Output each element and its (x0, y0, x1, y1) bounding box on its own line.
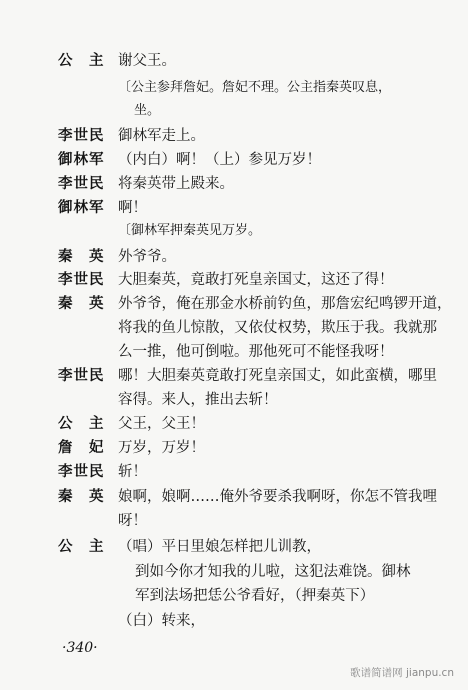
dialogue-line: 军到法场把恁公爷看好，（押秦英下） (135, 588, 375, 604)
speaker-label: 李世民 (58, 175, 105, 192)
dialogue-line: 娘啊，娘啊……俺外爷要杀我啊呀，你怎不管我哩 (118, 489, 437, 505)
speaker-label: 秦 英 (58, 248, 105, 265)
stage-direction: 坐。 (134, 103, 161, 118)
speaker-label: 公 主 (58, 538, 105, 555)
dialogue-line: 万岁，万岁！ (118, 440, 205, 456)
speaker-label: 御林军 (58, 151, 105, 168)
dialogue-line: 到如今你才知我的儿啦，这犯法难饶。御林 (135, 564, 411, 580)
stage-direction: 〔公主参拜詹妃。詹妃不理。公主指秦英叹息， (118, 80, 392, 95)
speaker-label: 李世民 (58, 271, 105, 288)
speaker-label: 秦 英 (58, 295, 105, 312)
dialogue-line: 外爷爷。 (118, 249, 176, 265)
dialogue-line: 御林军走上。 (118, 128, 205, 144)
speaker-label: 李世民 (58, 127, 105, 144)
dialogue-line: 斩！ (118, 464, 147, 480)
speaker-label: 公 主 (58, 415, 105, 432)
dialogue-line: 谢父王。 (118, 53, 176, 69)
dialogue-line: 么一推，他可倒啦。那他死可不能怪我呀！ (118, 344, 394, 360)
speaker-label: 李世民 (58, 367, 105, 384)
dialogue-line: （内白）啊！（上）参见万岁！ (118, 152, 321, 168)
dialogue-line: 大胆秦英，竟敢打死皇亲国丈，这还了得！ (118, 272, 394, 288)
dialogue-line: 哪！大胆秦英竟敢打死皇亲国丈，如此蛮横，哪里 (118, 368, 437, 384)
dialogue-line: （白）转来， (118, 613, 205, 629)
dialogue-line: 容得。来人，推出去斩！ (118, 392, 278, 408)
speaker-label: 御林军 (58, 199, 105, 216)
speaker-label: 李世民 (58, 463, 105, 480)
dialogue-line: 父王，父王！ (118, 416, 205, 432)
dialogue-line: 外爷爷，俺在那金水桥前钓鱼，那詹宏纪鸣锣开道， (118, 296, 452, 312)
page-number: ·340· (62, 640, 98, 656)
stage-direction: 〔御林军押秦英见万岁。 (118, 223, 262, 238)
speaker-label: 公 主 (58, 52, 105, 69)
dialogue-line: 呀！ (118, 513, 147, 529)
dialogue-line: 啊！ (118, 200, 147, 216)
dialogue-line: （唱）平日里娘怎样把儿训教， (118, 539, 321, 555)
dialogue-line: 将我的鱼儿惊散，又依仗权势，欺压于我。我就那 (118, 320, 437, 336)
watermark: 歌谱简谱网 jianpu.cn (350, 667, 454, 679)
dialogue-line: 将秦英带上殿来。 (118, 176, 234, 192)
speaker-label: 秦 英 (58, 488, 105, 505)
speaker-label: 詹 妃 (58, 439, 105, 456)
